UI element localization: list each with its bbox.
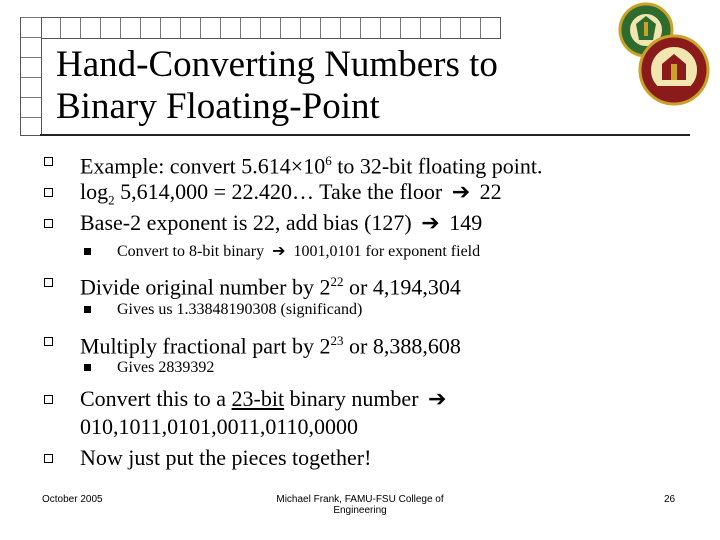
sub-bullet-icon [84, 306, 91, 313]
bullet-divide: Divide original number by $2^{22}$ or 4,194,304 [80, 274, 461, 300]
bullet-box-icon [44, 278, 53, 287]
title-line-1: Hand-Converting Numbers to [56, 44, 498, 85]
sub-bullet-icon [84, 248, 91, 255]
bullet-pieces: Now just put the pieces together! [80, 445, 372, 470]
sub-bullet-convert: Convert to 8-bit binary ➔ 1001,0101 for exponent field [117, 243, 481, 260]
sub-bullet-icon [84, 364, 91, 371]
bullet-convert-binary: Convert this to a 23-bit binary number ➔ 010,1011,0101,0011,0110,0000 [80, 386, 447, 439]
arrow-icon: ➔ [428, 386, 447, 411]
bullet-box-icon [44, 157, 53, 166]
page-title [56, 44, 498, 128]
corner-grid-horizontal [20, 17, 501, 39]
corner-grid-vertical [20, 17, 42, 136]
bullet-example: Example: convert $5.614\times 10^6$ to 32-bit floating point. [80, 153, 543, 179]
footer-author: Michael Frank, FAMU-FSU College of Engineering [276, 494, 444, 516]
bullet-box-icon [44, 454, 53, 463]
sub-bullet-gives: Gives 2839392 [117, 359, 215, 376]
arrow-icon: ➔ [421, 210, 440, 235]
bullet-log: $\log_2 5,614,000$ = 22.420… Take the floor ➔ 22 [80, 179, 502, 208]
sub-bullet-significand: Gives us 1.33848190308 (significand) [117, 301, 363, 318]
bullet-box-icon [44, 337, 53, 346]
title-line-2: Binary Floating-Point [56, 86, 380, 127]
page-number: 26 [664, 494, 676, 505]
bullet-box-icon [44, 188, 53, 197]
bullet-box-icon [44, 395, 53, 404]
arrow-icon: ➔ [272, 243, 286, 260]
bullet-multiply: Multiply fractional part by $2^{23}$ or 8,388,608 [80, 333, 461, 359]
arrow-icon: ➔ [451, 179, 471, 204]
footer-date: October 2005 [42, 494, 103, 505]
fsu-seal-icon [638, 34, 710, 106]
title-rule [40, 134, 690, 136]
bullet-box-icon [44, 219, 53, 228]
bullet-exponent: Base-2 exponent is 22, add bias (127) ➔ 149 [80, 210, 483, 235]
